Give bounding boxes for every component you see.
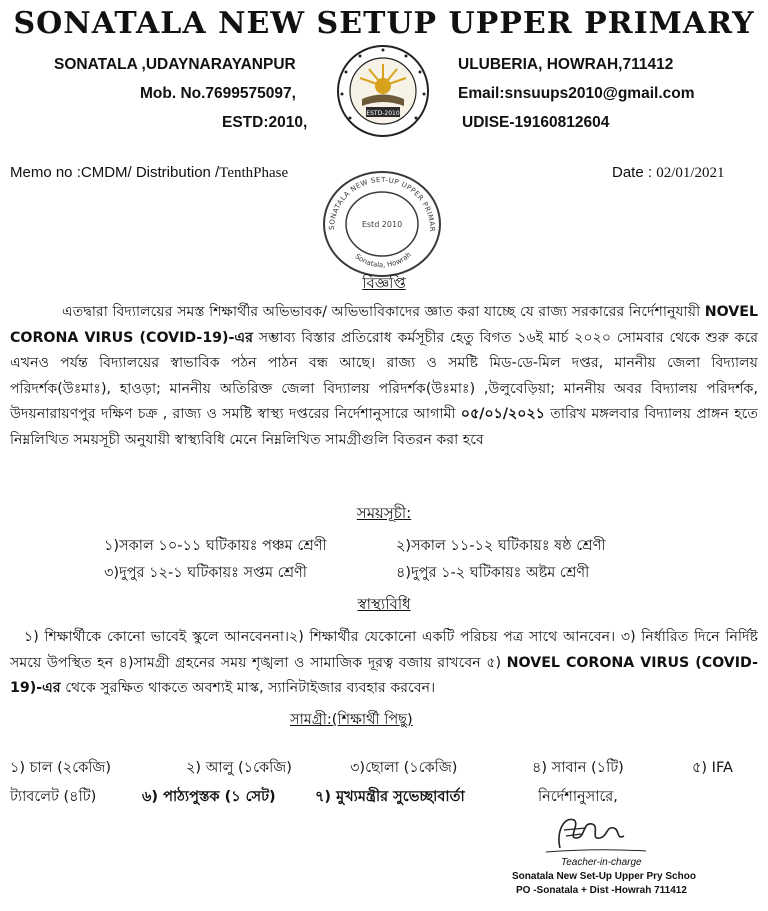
address-left: SONATALA ,UDAYNARAYANPUR — [54, 56, 296, 73]
notice-covid-bold: NOVEL CORONA VIRUS (COVID-19)-এর — [10, 304, 758, 346]
udise-code: UDISE-19160812604 — [462, 114, 610, 131]
material-item: ১) চাল (২কেজি) — [10, 760, 112, 776]
health-rules-paragraph — [10, 625, 758, 702]
schedule-item: ১)সকাল ১০-১১ ঘটিকায়ঃ পঞ্চম শ্রেণী — [104, 538, 327, 554]
notice-heading-text: বিজ্ঞপ্তি — [362, 274, 406, 292]
schedule-heading-text: সময়সূচী: — [356, 504, 412, 522]
address-right: ULUBERIA, HOWRAH,711412 — [458, 56, 674, 73]
estd-year: ESTD:2010, — [222, 114, 308, 131]
signatory-title: Teacher-in-charge — [561, 857, 642, 868]
mobile-number: Mob. No.7699575097, — [140, 85, 296, 102]
schedule-item: ২)সকাল ১১-১২ ঘটিকায়ঃ ষষ্ঠ শ্রেণী — [396, 538, 606, 554]
notice-heading — [0, 272, 768, 297]
seal-center-text: Estd 2010 — [361, 220, 403, 229]
svg-text:Sonatala, Howrah — [354, 251, 413, 270]
health-rules-heading — [0, 593, 768, 618]
health-rules-covid-bold: NOVEL CORONA VIRUS (COVID-19)-এর — [10, 654, 758, 697]
material-item: ৫) IFA — [692, 760, 733, 776]
seal-ring-text: SONATALA NEW SET-UP UPPER PRIMAR — [327, 175, 437, 232]
date-value: 02/01/2021 — [656, 165, 725, 181]
signatory-school-line: Sonatala New Set-Up Upper Pry Schoo — [512, 871, 696, 882]
material-item: ৩)ছোলা (১কেজি) — [350, 760, 458, 776]
signatory-address-line: PO -Sonatala + Dist -Howrah 711412 — [516, 885, 687, 896]
handwritten-signature — [516, 808, 736, 856]
notice-paragraph — [10, 300, 758, 454]
email-address: Email:snsuups2010@gmail.com — [458, 85, 695, 102]
notice-text-3: তারিখ মঙ্গলবার বিদ্যালয় প্রাঙ্গন হতে নিম্নলিখিত সময়সূচী অনুযায়ী স্বাস্থ্যবিধি মেনে নিম্নলিখিত সামগ্রীগুলি বিতরন করা হবে — [10, 406, 759, 448]
memo-prefix: Memo no :CMDM/ Distribution / — [10, 164, 220, 181]
schedule-item: ৪)দুপুর ১-২ ঘটিকায়ঃ অষ্টম শ্রেণী — [396, 565, 590, 581]
material-item-textbook: ৬) পাঠ্যপুস্তক (১ সেট) — [142, 789, 276, 805]
materials-heading: সামগ্রী:(শিক্ষার্থী পিছু) — [290, 712, 413, 728]
seal-bottom-text: Sonatala, Howrah — [353, 250, 413, 270]
material-item: ট্যাবলেট (৪টি) — [10, 789, 97, 805]
school-name: SONATALA NEW SETUP UPPER PRIMARY — [13, 6, 755, 41]
date-label: Date : — [612, 164, 657, 181]
memo-phase: TenthPhase — [219, 165, 289, 181]
notice-text-2: সম্ভাব্য বিস্তার প্রতিরোধ কর্মসূচীর হেতু বিগত ১৬ই মার্চ ২০২০ সোমবার থেকে শুরু করে এখনও পর্যন্ত বিদ্যালয়ের স্বাভাবিক পঠন পাঠন বন্ধ আছে। রাজ্য ও সমষ্টি মিড-ডে-মিল দপ্তর, মাননীয় জেলা বিদ্যালয় পরিদর্শক(উঃমাঃ), হাওড়া; মাননীয় অতিরিক্ত জেলা বিদ্যালয় পরিদর্শক(উঃমাঃ) ,উলুবেড়িয়া; মাননীয় অবর বিদ্যালয় পরিদর্শক, উদয়নারায়ণপুর দক্ষিণ চক্র , রাজ্য ও সমষ্টি স্বাস্থ্য দপ্তরের নির্দেশানুসারে আগামী — [10, 329, 758, 423]
school-seal-stamp — [316, 168, 448, 278]
health-rules-text-1: ১) শিক্ষার্থীকে কোনো ভাবেই স্কুলে আনবেননা।২) শিক্ষার্থীর যেকোনো একটি পরিচয় পত্র সাথে আনবেন। ৩) নির্ধারিত দিনে নির্দিষ্ট সময়ে উপস্থিত হন ৪)সামগ্রী গ্রহনের সময় শৃঙ্খলা ও সামাজিক দূরত্ব বজায় রাখবেন ৫) — [10, 629, 758, 671]
closing-as-directed: নির্দেশানুসারে, — [538, 789, 618, 805]
school-logo — [336, 44, 430, 138]
logo-band-text: ESTD-2010 — [366, 110, 400, 117]
health-rules-heading-text: স্বাস্থ্যবিধি — [357, 595, 411, 613]
health-rules-text-2: থেকে সুরক্ষিত থাকতে অবশ্যই মাস্ক, স্যানিটাইজার ব্যবহার করবেন। — [60, 680, 436, 697]
memo-date — [612, 164, 725, 182]
material-item: ২) আলু (১কেজি) — [186, 760, 292, 776]
material-item-cm-message: ৭) মুখ্যমন্ত্রীর সুভেচ্ছাবার্তা — [315, 789, 465, 805]
memo-number — [10, 164, 288, 182]
notice-text-1: এতদ্বারা বিদ্যালয়ের সমস্ত শিক্ষার্থীর অভিভাবক/ অভিভাবিকাদের জ্ঞাত করা যাচ্ছে যে রাজ্য সরকারের নির্দেশানুযায়ী — [62, 304, 705, 320]
notice-distribution-date: ০৫/০১/২০২১ — [460, 406, 545, 423]
material-item: ৪) সাবান (১টি) — [532, 760, 624, 776]
schedule-heading — [0, 502, 768, 527]
schedule-item: ৩)দুপুর ১২-১ ঘটিকায়ঃ সপ্তম শ্রেণী — [104, 565, 307, 581]
